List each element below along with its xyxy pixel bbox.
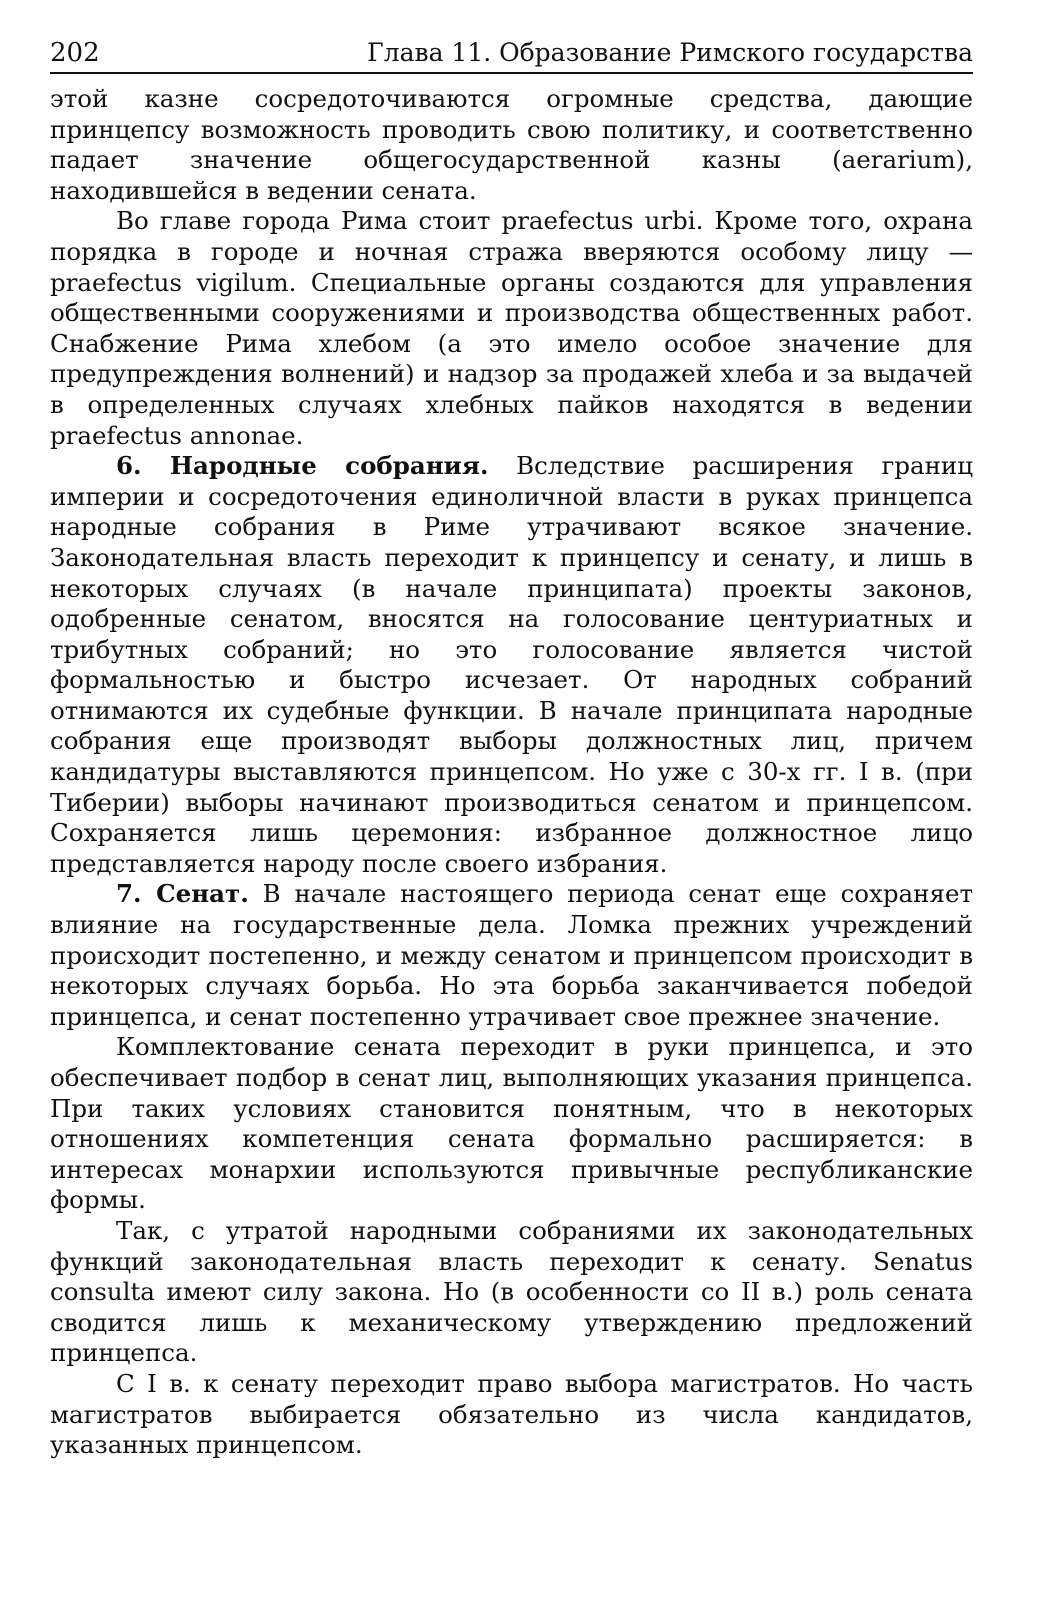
book-page	[50, 38, 973, 1461]
page-number: 202	[50, 38, 100, 68]
paragraph-text: С I в. к сенату переходит право выбора магистратов. Но часть магистратов выбирается обязательно из числа кандидатов, указанных принцепсом.	[50, 1368, 973, 1460]
paragraph-continuation	[50, 84, 973, 206]
paragraph-text: Во главе города Рима стоит praefectus urbi. Кроме того, охрана порядка в городе и ночная стража вверяются особому лицу — praefectus vigilum. Специальные органы создаются для управления общественными сооружениями и производства общественных работ. Снабжение Рима хлебом (а это имело особое значение для предупреждения волнений) и надзор за продажей хлеба и за выдачей в определенных случаях хлебных пайков находятся в ведении praefectus annonae.	[50, 206, 973, 450]
paragraph-senate-legislation	[50, 1216, 973, 1369]
paragraph-text: Комплектование сената переходит в руки принцепса, и это обеспечивает подбор в сенат лиц, выполняющих указания принцепса. При таких условиях становится понятным, что в некоторых отношениях компетенция сената формально расширяется: в интересах монархии используются привычные республиканские формы.	[50, 1032, 973, 1215]
running-title: Глава 11. Образование Римского государства	[367, 38, 973, 67]
section-heading: 6. Народные собрания.	[116, 451, 489, 481]
paragraph-rome-administration	[50, 206, 973, 451]
section-7-senate	[50, 879, 973, 1032]
paragraph-text: Так, с утратой народными собраниями их законодательных функций законодательная власть переходит к сенату. Senatus consulta имеют силу закона. Но (в особенности со II в.) роль сената сводится лишь к механическому утверждению предложений принцепса.	[50, 1215, 973, 1368]
paragraph-text: этой казне сосредоточиваются огромные средства, дающие принцепсу возможность проводить свою политику, и соответственно падает значение общегосударственной казны (aerarium), находившейся в ведении сената.	[50, 84, 973, 205]
paragraph-magistrate-elections	[50, 1369, 973, 1461]
running-header	[50, 38, 973, 74]
paragraph-text: Вследствие расширения границ империи и сосредоточения единоличной власти в руках принцепса народные собрания в Риме утрачивают всякое значение. Законодательная власть переходит к принцепсу и сенату, и лишь в некоторых случаях (в начале принципата) проекты законов, одобренные сенатом, вносятся на голосование центуриатных и трибутных собраний; но это голосование является чистой формальностью и быстро исчезает. От народных собраний отнимаются их судебные функции. В начале принципата народные собрания еще производят выборы должностных лиц, причем кандидатуры выставляются принцепсом. Но уже с 30-х гг. I в. (при Тиберии) выборы начинают производиться сенатом и принцепсом. Сохраняется лишь церемония: избранное должностное лицо представляется народу после своего избрания.	[50, 451, 973, 878]
paragraph-text: В начале настоящего периода сенат еще сохраняет влияние на государственные дела. Ломка прежних учреждений происходит постепенно, и между сенатом и принцепсом происходит в некоторых случаях борьба. Но эта борьба заканчивается победой принцепса, и сенат постепенно утрачивает свое прежнее значение.	[50, 879, 973, 1031]
section-6-popular-assemblies	[50, 451, 973, 879]
paragraph-senate-composition	[50, 1032, 973, 1216]
section-heading: 7. Сенат.	[116, 879, 249, 909]
body-text	[50, 84, 973, 1461]
